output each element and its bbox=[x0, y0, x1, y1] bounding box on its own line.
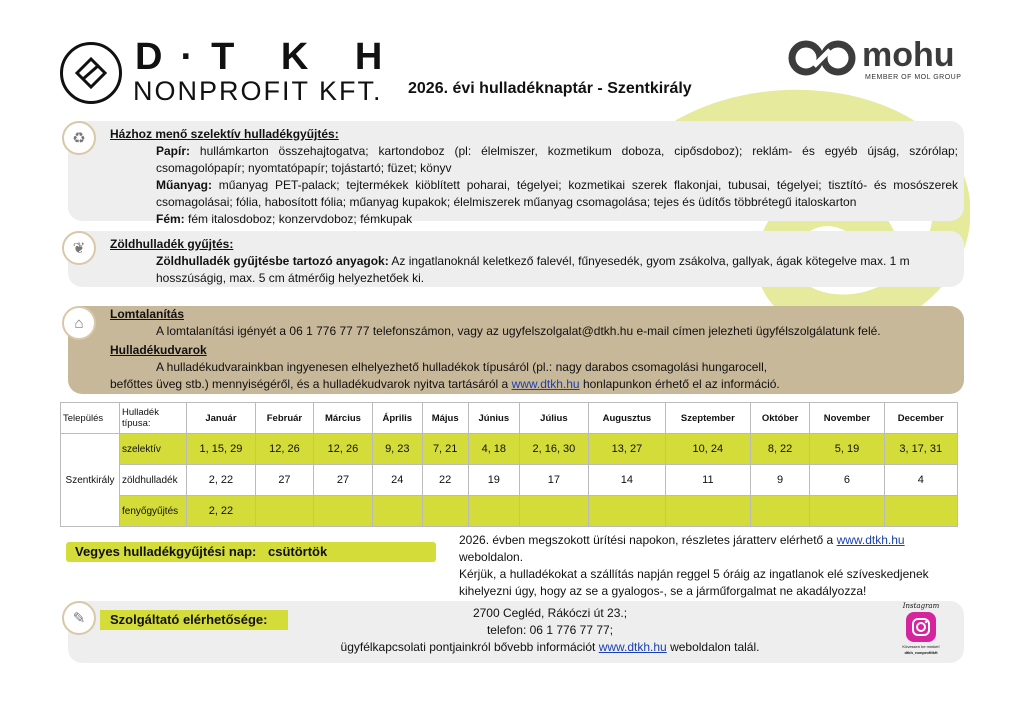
instagram-title: Instagram bbox=[902, 602, 940, 610]
empty-cell bbox=[588, 496, 665, 527]
contact-info-a: ügyfélkapcsolati pontjainkról bővebb információt bbox=[340, 640, 599, 654]
instagram-follow: Kövessen be minket! bbox=[902, 644, 940, 649]
metal-line bbox=[110, 211, 958, 228]
date-cell: 14 bbox=[588, 465, 665, 496]
mohu-tagline: MEMBER OF MOL GROUP bbox=[865, 74, 962, 81]
contact-label: Szolgáltató elérhetősége: bbox=[110, 612, 268, 627]
yards-text-1: A hulladékudvarainkban ingyenesen elhelyezhető hulladékok típusáról (pl.: nagy darabos csomagolási hungarocell, bbox=[156, 360, 768, 374]
notes-line-1a: 2026. évben megszokott ürítési napokon, részletes járatterv elérhető a bbox=[459, 533, 837, 547]
date-cell: 5, 19 bbox=[810, 434, 884, 465]
yards-text-2 bbox=[110, 376, 958, 393]
col-type: Hulladék típusa: bbox=[120, 403, 187, 434]
month-sep: Szeptember bbox=[665, 403, 750, 434]
empty-cell bbox=[810, 496, 884, 527]
date-cell: 8, 22 bbox=[750, 434, 810, 465]
yards-heading: Hulladékudvarok bbox=[110, 343, 207, 357]
green-content bbox=[110, 236, 910, 287]
col-settlement: Település bbox=[61, 403, 120, 434]
date-cell: 4, 18 bbox=[468, 434, 519, 465]
green-line bbox=[110, 253, 910, 287]
type-cell: szelektív bbox=[120, 434, 187, 465]
plastic-text: műanyag PET-palack; tejtermékek kiöblített poharai, tégelyei; kozmetikai szerek flakonjai, tubusai, tégelyei; tisztító- és mosószerek csomagolásai; fólia, habosított fólia; műanyag kupakok; élelmiszerek műanyag csomagolása; tejes és üdítős többrétegű italoskarton bbox=[156, 178, 958, 209]
month-dec: December bbox=[884, 403, 957, 434]
instagram-icon bbox=[906, 612, 936, 642]
empty-cell bbox=[519, 496, 588, 527]
green-label: Zöldhulladék gyűjtésbe tartozó anyagok: bbox=[156, 254, 389, 268]
notes-block bbox=[459, 532, 929, 600]
month-oct: Október bbox=[750, 403, 810, 434]
bulky-text: A lomtalanítási igényét a 06 1 776 77 77 telefonszámon, vagy az ugyfelszolgalat@dtkh.hu e-mail címen jelezheti ügyfélszolgálatunk felé. bbox=[156, 324, 881, 338]
notes-line-1 bbox=[459, 532, 929, 566]
contact-phone: telefon: 06 1 776 77 77; bbox=[486, 623, 614, 637]
date-cell: 4 bbox=[884, 465, 957, 496]
instagram-block[interactable] bbox=[896, 602, 946, 664]
metal-text: fém italosdoboz; konzervdoboz; fémkupak bbox=[184, 212, 413, 226]
month-apr: Április bbox=[372, 403, 422, 434]
notes-link[interactable]: www.dtkh.hu bbox=[836, 533, 905, 547]
date-cell: 1, 15, 29 bbox=[187, 434, 256, 465]
date-cell: 10, 24 bbox=[665, 434, 750, 465]
empty-cell bbox=[314, 496, 373, 527]
paper-text: hullámkarton összehajtogatva; kartondoboz (pl: élelmiszer, kozmetikum doboza, cipősdoboz); reklám- és egyéb újság, szórólap; csomagolópapír; nyomtatópapír; tojástartó; füzet; könyv bbox=[156, 144, 958, 175]
date-cell: 7, 21 bbox=[422, 434, 468, 465]
empty-cell bbox=[665, 496, 750, 527]
mohu-logo-icon bbox=[788, 38, 858, 78]
plastic-label: Műanyag: bbox=[156, 178, 213, 192]
contact-more-info bbox=[300, 639, 800, 656]
empty-cell bbox=[255, 496, 313, 527]
contact-info bbox=[300, 605, 800, 656]
dtkh-logo-icon bbox=[60, 42, 122, 104]
month-nov: November bbox=[810, 403, 884, 434]
table-row-green bbox=[61, 465, 958, 496]
instagram-handle: dtkh_nonprofitkft bbox=[904, 650, 938, 655]
bulky-heading: Lomtalanítás bbox=[110, 307, 185, 321]
selective-heading: Házhoz menő szelektív hulladékgyűjtés: bbox=[110, 127, 339, 141]
plastic-line bbox=[110, 177, 958, 211]
empty-cell bbox=[750, 496, 810, 527]
table-row-pine bbox=[61, 496, 958, 527]
mohu-wordmark: mohu bbox=[862, 36, 955, 74]
date-cell: 13, 27 bbox=[588, 434, 665, 465]
type-cell: zöldhulladék bbox=[120, 465, 187, 496]
table-header-row bbox=[61, 403, 958, 434]
date-cell: 17 bbox=[519, 465, 588, 496]
leaf-icon: ❦ bbox=[62, 231, 96, 265]
mixed-waste-label: Vegyes hulladékgyűjtési nap: bbox=[75, 544, 257, 559]
metal-label: Fém: bbox=[156, 212, 185, 226]
selective-content bbox=[110, 126, 958, 228]
date-cell: 19 bbox=[468, 465, 519, 496]
month-jun: Június bbox=[468, 403, 519, 434]
empty-cell bbox=[422, 496, 468, 527]
green-text: Az ingatlanoknál keletkező falevél, fűnyesedék, gyom zsákolva, gallyak, ágak kötegelve max. 1 m hosszúságig, max. 5 cm átmérőig helyezhetőek ki. bbox=[156, 254, 910, 285]
green-heading: Zöldhulladék gyűjtés: bbox=[110, 237, 234, 251]
paper-label: Papír: bbox=[156, 144, 191, 158]
empty-cell bbox=[468, 496, 519, 527]
month-may: Május bbox=[422, 403, 468, 434]
dtkh-title: D·T K H bbox=[135, 36, 401, 78]
furniture-icon: ⌂ bbox=[62, 306, 96, 340]
contact-info-b: weboldalon talál. bbox=[666, 640, 760, 654]
date-cell: 24 bbox=[372, 465, 422, 496]
dtkh-subtitle: NONPROFIT KFT. bbox=[133, 76, 383, 106]
date-cell: 2, 16, 30 bbox=[519, 434, 588, 465]
page-title: 2026. évi hulladéknaptár - Szentkirály bbox=[408, 80, 692, 97]
date-cell: 27 bbox=[255, 465, 313, 496]
date-cell: 2, 22 bbox=[187, 496, 256, 527]
month-feb: Február bbox=[255, 403, 313, 434]
date-cell: 27 bbox=[314, 465, 373, 496]
notes-line-2: Kérjük, a hulladékokat a szállítás napján reggel 5 óráig az ingatlanok elé szíveskedjenek kihelyezni úgy, hogy az se a gyalogos-, se a járműforgalmat ne akadályozza! bbox=[459, 567, 929, 598]
empty-cell bbox=[884, 496, 957, 527]
yards-text-2a: befőttes üveg stb.) mennyiségéről, és a hulladékudvarok nyitva tartásáról a bbox=[110, 377, 512, 391]
contact-link[interactable]: www.dtkh.hu bbox=[598, 640, 667, 654]
month-jan: Január bbox=[187, 403, 256, 434]
month-jul: Július bbox=[519, 403, 588, 434]
yards-text-2b: honlapunkon érhető el az információ. bbox=[579, 377, 780, 391]
settlement-cell: Szentkirály bbox=[61, 434, 120, 527]
type-cell: fenyőgyűjtés bbox=[120, 496, 187, 527]
date-cell: 11 bbox=[665, 465, 750, 496]
date-cell: 22 bbox=[422, 465, 468, 496]
notes-line-1b: weboldalon. bbox=[459, 550, 524, 564]
paper-line bbox=[110, 143, 958, 177]
date-cell: 12, 26 bbox=[255, 434, 313, 465]
month-mar: Március bbox=[314, 403, 373, 434]
date-cell: 9, 23 bbox=[372, 434, 422, 465]
empty-cell bbox=[372, 496, 422, 527]
bulky-content bbox=[110, 306, 958, 393]
date-cell: 12, 26 bbox=[314, 434, 373, 465]
date-cell: 2, 22 bbox=[187, 465, 256, 496]
contact-icon: ✎ bbox=[62, 601, 96, 635]
mixed-waste-day: csütörtök bbox=[268, 544, 328, 559]
yards-link[interactable]: www.dtkh.hu bbox=[511, 377, 580, 391]
month-aug: Augusztus bbox=[588, 403, 665, 434]
date-cell: 6 bbox=[810, 465, 884, 496]
date-cell: 3, 17, 31 bbox=[884, 434, 957, 465]
contact-address: 2700 Cegléd, Rákóczi út 23.; bbox=[472, 606, 628, 620]
recycle-icon: ♻ bbox=[62, 121, 96, 155]
collection-calendar-table bbox=[60, 402, 958, 527]
table-row-selective bbox=[61, 434, 958, 465]
date-cell: 9 bbox=[750, 465, 810, 496]
